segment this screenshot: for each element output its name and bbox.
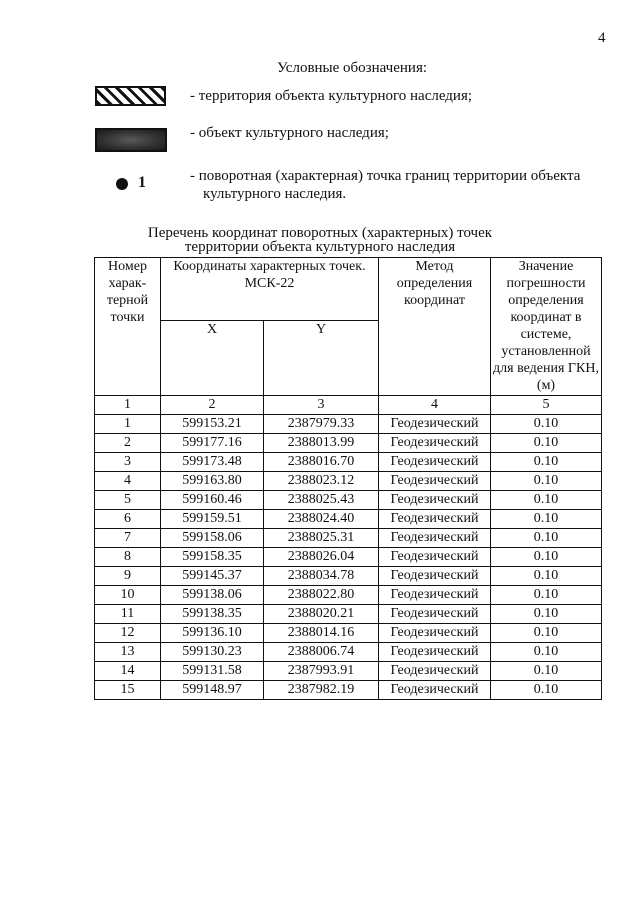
error-cell: 0.10 [491,605,602,624]
x-coordinate-cell: 599173.48 [161,453,264,472]
table-row [95,605,602,624]
y-coordinate-cell: 2388026.04 [264,548,379,567]
method-cell: Геодезический [379,510,491,529]
point-number-cell: 4 [95,472,161,491]
y-coordinate-cell: 2388023.12 [264,472,379,491]
x-coordinate-cell: 599130.23 [161,643,264,662]
point-number-cell: 10 [95,586,161,605]
method-cell: Геодезический [379,567,491,586]
column-number-row [95,396,602,415]
error-cell: 0.10 [491,510,602,529]
x-coordinate-cell: 599131.58 [161,662,264,681]
x-coordinate-cell: 599158.06 [161,529,264,548]
y-coordinate-cell: 2388014.16 [264,624,379,643]
error-cell: 0.10 [491,662,602,681]
table-row [95,643,602,662]
dark-rectangle-icon [95,128,167,152]
point-number-cell: 1 [95,415,161,434]
method-cell: Геодезический [379,472,491,491]
table-row [95,624,602,643]
table-body [95,415,602,700]
y-coordinate-cell: 2388006.74 [264,643,379,662]
method-cell: Геодезический [379,529,491,548]
method-cell: Геодезический [379,662,491,681]
x-coordinate-cell: 599153.21 [161,415,264,434]
hatched-rectangle-icon [95,86,166,106]
point-number-cell: 14 [95,662,161,681]
y-coordinate-cell: 2388016.70 [264,453,379,472]
error-cell: 0.10 [491,681,602,700]
x-coordinate-cell: 599145.37 [161,567,264,586]
table-header-row [95,258,602,321]
method-cell: Геодезический [379,605,491,624]
x-coordinate-cell: 599163.80 [161,472,264,491]
table-row [95,681,602,700]
point-number-cell: 12 [95,624,161,643]
error-cell: 0.10 [491,472,602,491]
error-cell: 0.10 [491,624,602,643]
method-cell: Геодезический [379,586,491,605]
error-cell: 0.10 [491,643,602,662]
point-number-cell: 8 [95,548,161,567]
point-number-cell: 3 [95,453,161,472]
method-cell: Геодезический [379,681,491,700]
x-coordinate-cell: 599148.97 [161,681,264,700]
column-number: 2 [161,396,264,415]
table-row [95,472,602,491]
x-coordinate-cell: 599138.06 [161,586,264,605]
header-coordinates: Координаты характерных точек. МСК-22 [161,258,379,321]
error-cell: 0.10 [491,453,602,472]
black-dot-icon [116,178,128,190]
error-cell: 0.10 [491,586,602,605]
method-cell: Геодезический [379,491,491,510]
x-coordinate-cell: 599177.16 [161,434,264,453]
method-cell: Геодезический [379,643,491,662]
legend-text-point-line2: культурного наследия. [203,186,347,202]
table-caption-line1: Перечень координат поворотных (характерных) точек [147,225,493,241]
legend-text-territory: - территория объекта культурного наследия; [190,88,473,104]
column-number: 4 [379,396,491,415]
error-cell: 0.10 [491,567,602,586]
x-coordinate-cell: 599158.35 [161,548,264,567]
point-number-cell: 7 [95,529,161,548]
error-cell: 0.10 [491,491,602,510]
point-number-cell: 2 [95,434,161,453]
error-cell: 0.10 [491,548,602,567]
table-row [95,548,602,567]
point-symbol-label: 1 [138,174,146,191]
table-row [95,662,602,681]
table-row [95,510,602,529]
header-x: X [161,321,264,396]
coordinates-table [94,257,602,700]
y-coordinate-cell: 2387993.91 [264,662,379,681]
method-cell: Геодезический [379,453,491,472]
point-number-cell: 11 [95,605,161,624]
point-number-cell: 6 [95,510,161,529]
x-coordinate-cell: 599159.51 [161,510,264,529]
header-y: Y [264,321,379,396]
y-coordinate-cell: 2388020.21 [264,605,379,624]
point-number-cell: 15 [95,681,161,700]
table-row [95,529,602,548]
table-row [95,434,602,453]
point-number-cell: 5 [95,491,161,510]
x-coordinate-cell: 599136.10 [161,624,264,643]
table-row [95,586,602,605]
header-point-number: Номер харак-терной точки [95,258,161,396]
legend-text-object: - объект культурного наследия; [190,125,389,141]
point-number-cell: 13 [95,643,161,662]
table-caption-line2: территории объекта культурного наследия [184,239,456,255]
page-number: 4 [598,30,606,46]
table-row [95,567,602,586]
method-cell: Геодезический [379,415,491,434]
error-cell: 0.10 [491,415,602,434]
y-coordinate-cell: 2387982.19 [264,681,379,700]
method-cell: Геодезический [379,548,491,567]
header-error: Значение погрешности определения координат в системе, установленной для ведения ГКН, (м) [491,258,602,396]
point-number-cell: 9 [95,567,161,586]
y-coordinate-cell: 2388025.43 [264,491,379,510]
method-cell: Геодезический [379,434,491,453]
header-method: Метод определения координат [379,258,491,396]
column-number: 3 [264,396,379,415]
error-cell: 0.10 [491,529,602,548]
x-coordinate-cell: 599160.46 [161,491,264,510]
y-coordinate-cell: 2388034.78 [264,567,379,586]
legend-title: Условные обозначения: [276,60,428,76]
legend-text-point-line1: - поворотная (характерная) точка границ территории объекта [190,168,581,184]
method-cell: Геодезический [379,624,491,643]
column-number: 1 [95,396,161,415]
table-row [95,453,602,472]
table-row [95,491,602,510]
y-coordinate-cell: 2387979.33 [264,415,379,434]
y-coordinate-cell: 2388022.80 [264,586,379,605]
y-coordinate-cell: 2388025.31 [264,529,379,548]
table-row [95,415,602,434]
y-coordinate-cell: 2388013.99 [264,434,379,453]
x-coordinate-cell: 599138.35 [161,605,264,624]
column-number: 5 [491,396,602,415]
error-cell: 0.10 [491,434,602,453]
y-coordinate-cell: 2388024.40 [264,510,379,529]
